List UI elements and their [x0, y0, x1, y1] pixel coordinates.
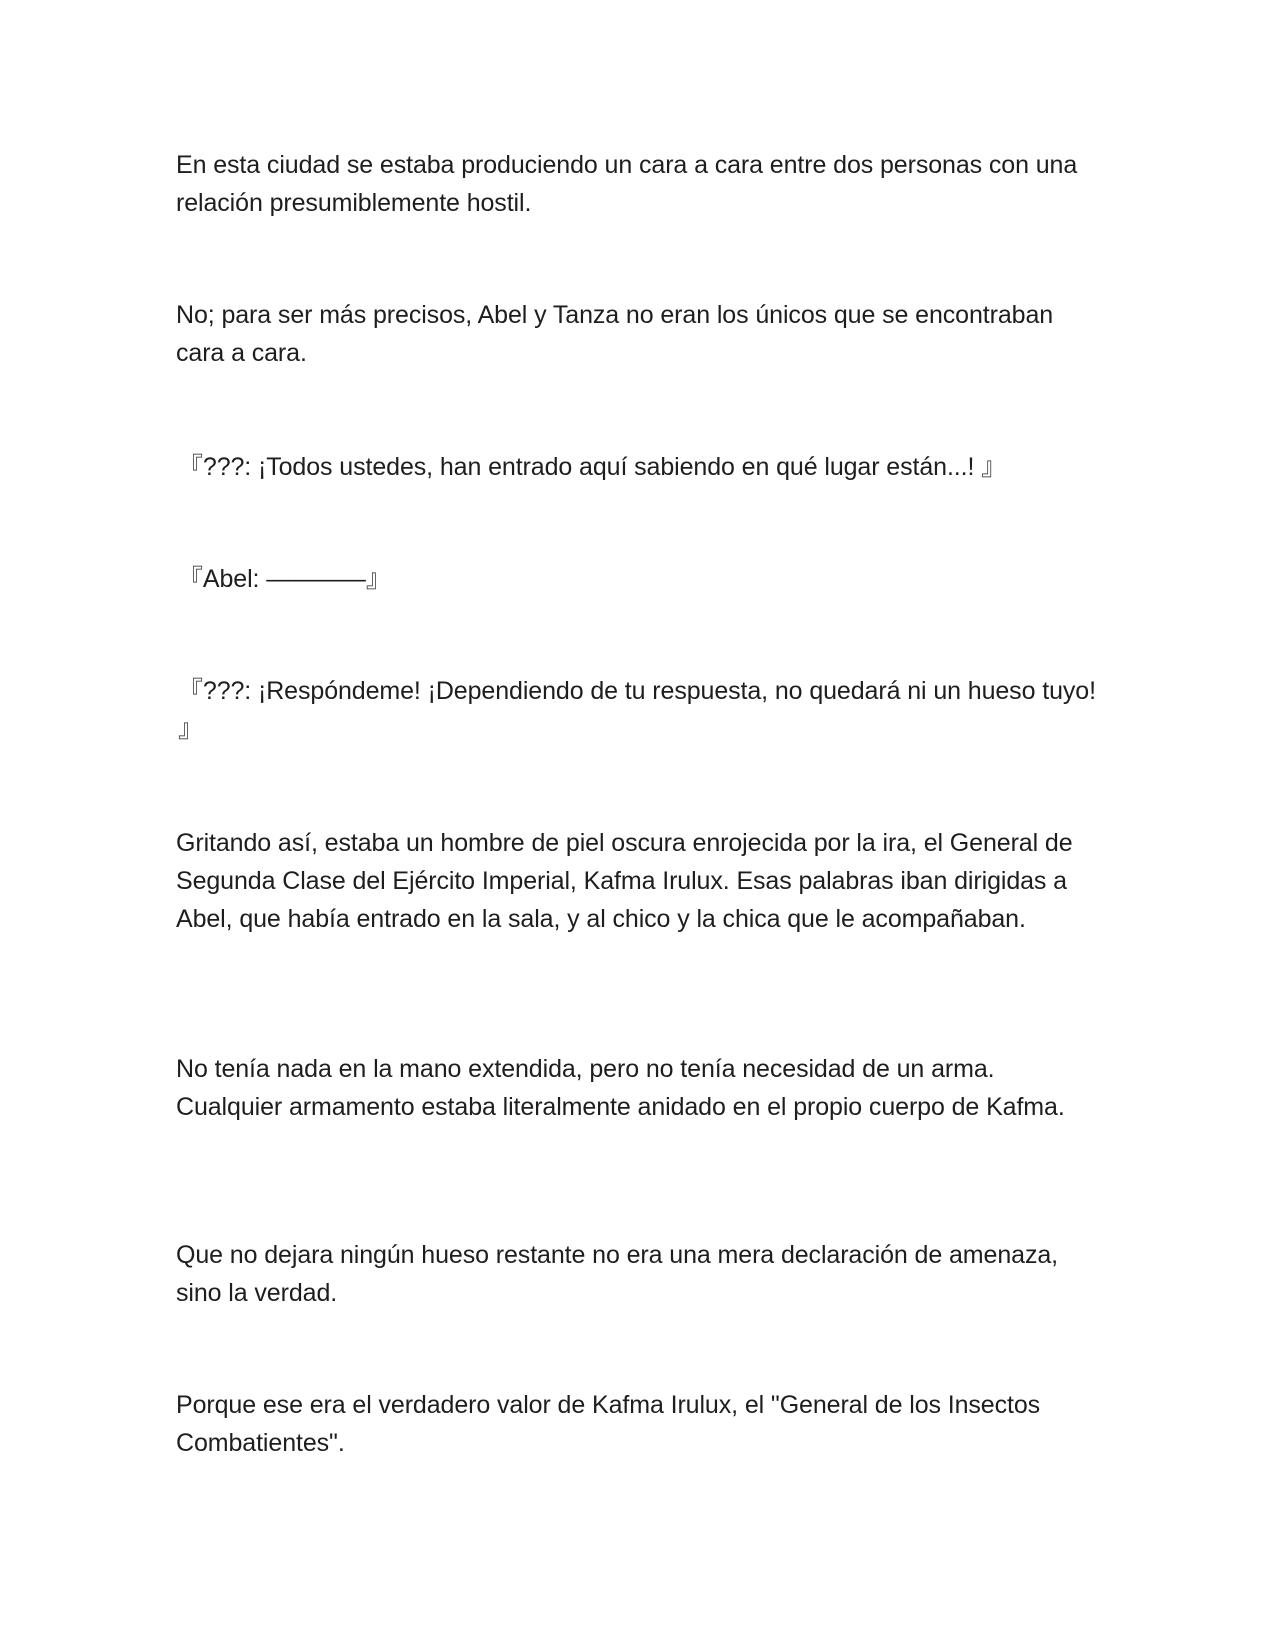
paragraph-kafma-shouting: Gritando así, estaba un hombre de piel oscura enrojecida por la ira, el General de Segunda Clase del Ejército Imperial, Kafma Irulux. Esas palabras iban dirigidas a Abel, que había entrado en la sala, y al chico y la chica que le acompañaban.: [176, 829, 1073, 933]
paragraph-threat: Que no dejara ningún hueso restante no era una mera declaración de amenaza, sino la verdad.: [176, 1241, 1058, 1307]
dialogue-unknown-2: 『???: ¡Respóndeme! ¡Dependiendo de tu respuesta, no quedará ni un hueso tuyo! 』: [178, 677, 1096, 743]
paragraph-true-value: Porque ese era el verdadero valor de Kafma Irulux, el "General de los Insectos Combatientes".: [176, 1391, 1041, 1457]
paragraph-clarification: No; para ser más precisos, Abel y Tanza no eran los únicos que se encontraban cara a cara.: [176, 301, 1054, 367]
paragraph-empty-hand: No tenía nada en la mano extendida, pero no tenía necesidad de un arma. Cualquier armamento estaba literalmente anidado en el propio cuerpo de Kafma.: [176, 1055, 1065, 1121]
paragraph-intro: En esta ciudad se estaba produciendo un cara a cara entre dos personas con una relación presumiblemente hostil.: [176, 151, 1078, 217]
dialogue-unknown-1: 『???: ¡Todos ustedes, han entrado aquí sabiendo en qué lugar están...! 』: [178, 453, 1007, 481]
dialogue-abel: 『Abel: ————』: [178, 565, 391, 593]
